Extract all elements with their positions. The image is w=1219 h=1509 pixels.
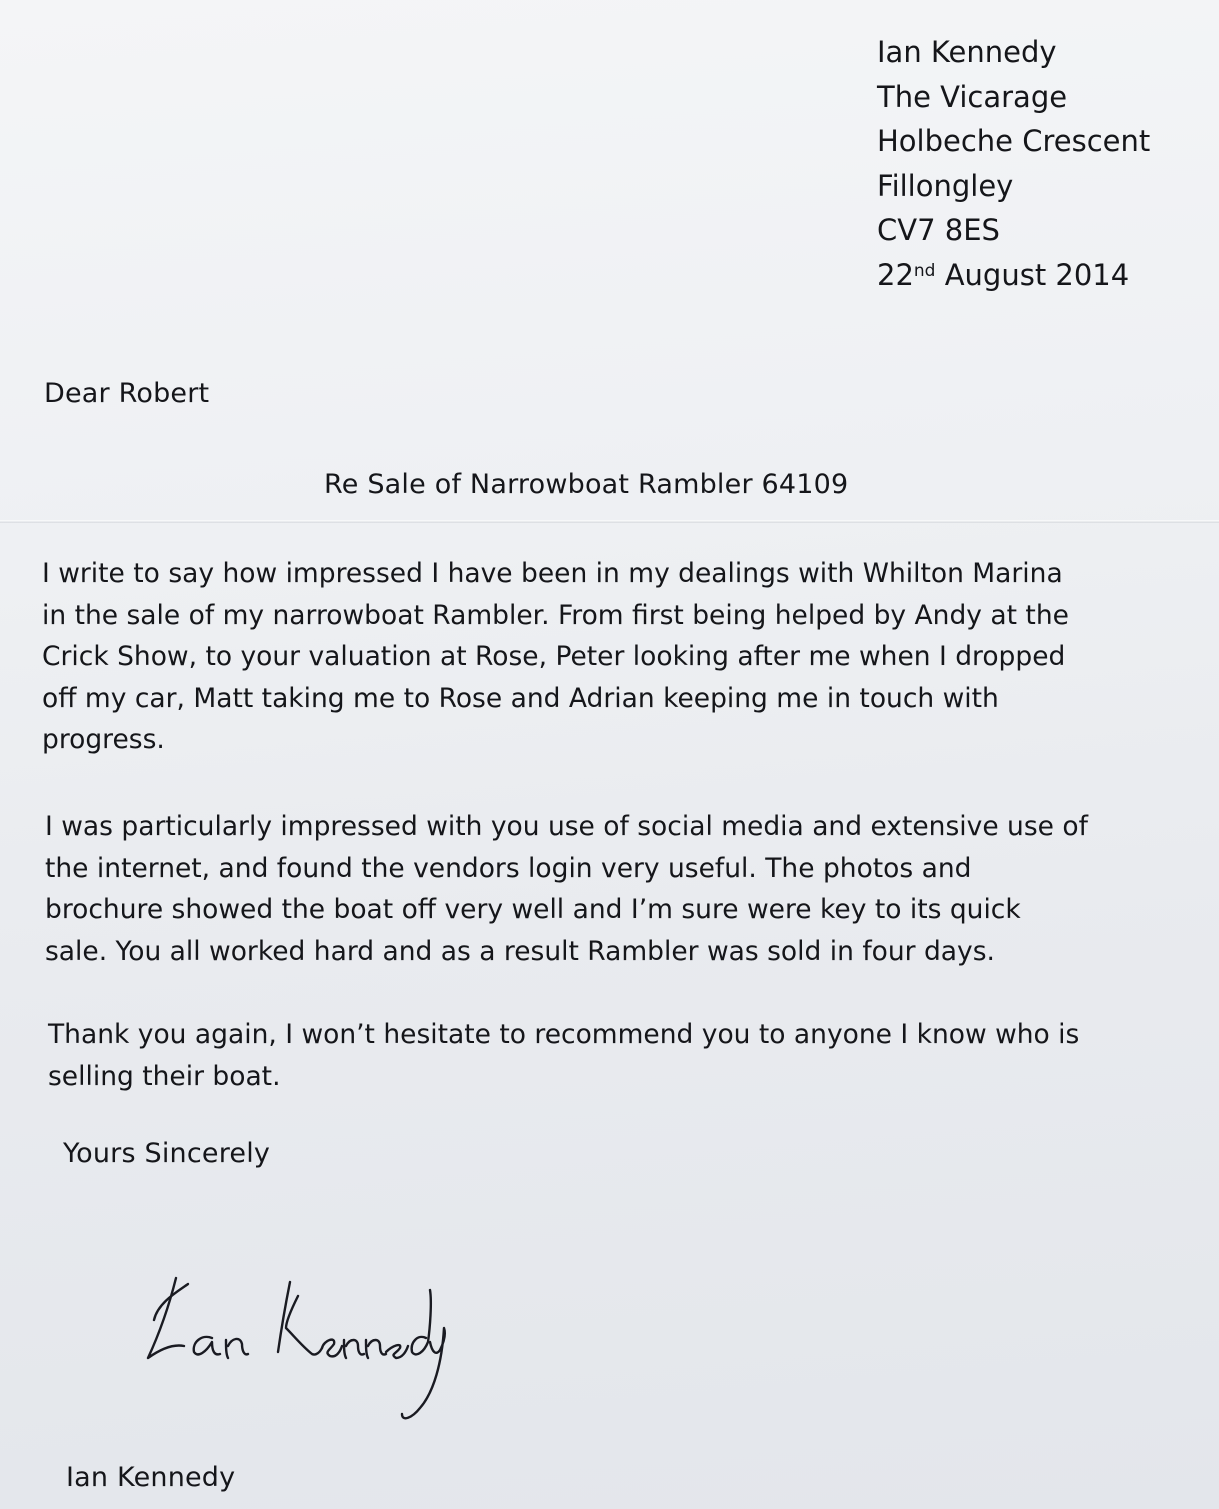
letter-date (877, 253, 1150, 298)
paragraph-2 (45, 806, 1088, 972)
paragraph-line: the internet, and found the vendors login very useful. The photos and (45, 852, 972, 884)
subject-line: Re Sale of Narrowboat Rambler 64109 (324, 469, 849, 500)
address-line-1: The Vicarage (877, 79, 1068, 114)
paragraph-line: off my car, Matt taking me to Rose and Adrian keeping me in touch with (42, 682, 999, 714)
paragraph-line: I was particularly impressed with you use of social media and extensive use of (45, 811, 1088, 842)
postcode: CV7 8ES (877, 213, 1000, 247)
paragraph-line: sale. You all worked hard and as a result Rambler was sold in four days. (45, 935, 995, 967)
paragraph-line: progress. (42, 724, 165, 755)
date-rest: August 2014 (935, 257, 1130, 292)
salutation: Dear Robert (44, 378, 210, 409)
paragraph-1 (42, 553, 1069, 761)
sender-name: Ian Kennedy (877, 35, 1057, 69)
paragraph-line: I write to say how impressed I have been in my dealings with Whilton Marina (42, 558, 1063, 589)
address-line-2: Holbeche Crescent (877, 124, 1151, 158)
paragraph-line: Thank you again, I won’t hesitate to recommend you to anyone I know who is (48, 1019, 1080, 1050)
handwritten-signature (140, 1262, 460, 1432)
printed-name: Ian Kennedy (66, 1462, 236, 1493)
paragraph-line: brochure showed the boat off very well and I’m sure were key to its quick (45, 894, 1021, 925)
paragraph-3 (48, 1014, 1079, 1097)
paragraph-line: Crick Show, to your valuation at Rose, Peter looking after me when I dropped (42, 641, 1066, 672)
closing: Yours Sincerely (63, 1138, 271, 1169)
paragraph-line: in the sale of my narrowboat Rambler. From first being helped by Andy at the (42, 599, 1069, 631)
address-line-3: Fillongley (877, 168, 1014, 203)
date-day: 22 (877, 257, 914, 292)
paragraph-line: selling their boat. (48, 1060, 281, 1092)
paper-fold (0, 520, 1219, 523)
sender-address (877, 30, 1150, 297)
date-suffix: nd (913, 260, 936, 281)
